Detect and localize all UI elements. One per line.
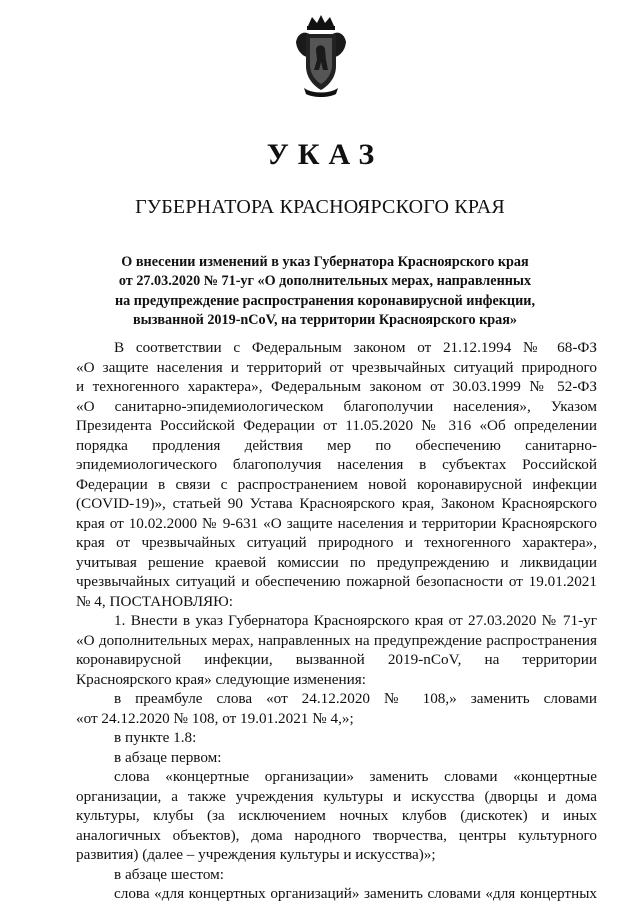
heading-line: от 27.03.2020 № 71-уг «О дополнительных мерах, направленных [118,273,532,290]
body-line: чрезвычайных ситуаций и обеспечению пожарной безопасности от 19.01.2021 [76,573,597,590]
body-line: слова «концертные организации» заменить словами «концертные [114,768,597,785]
body-line: Красноярского края» следующие изменения: [76,670,366,688]
body-line: «О дополнительных мерах, направленных на предупреждение распространения [76,631,597,649]
body-line: «О санитарно-эпидемиологическом благополучии населения», Указом [76,397,597,415]
body-line: эпидемиологического благополучия населения в субъектах Российской [76,456,597,473]
document-title: УКАЗ [266,138,384,171]
body-line: края от 10.02.2000 № 9-631 «О защите населения и территории Красноярского [76,514,597,532]
body-line: «О защите населения и территорий от чрезвычайных ситуаций природного [76,358,597,376]
decree-body [76,338,597,904]
body-line: № 4, ПОСТАНОВЛЯЮ: [76,592,233,610]
body-line: 1. Внести в указ Губернатора Красноярского края от 27.03.2020 № 71-уг [114,612,597,629]
body-line: коронавирусной инфекции, вызванной 2019-nCoV, на территории [76,651,597,668]
body-line: культуры, клубы (за исключением ночных клубов (дискотек) и иных [76,807,597,824]
body-line: организации, а также учреждения культуры и искусства (дворцы и дома [76,787,597,805]
body-line: в пункте 1.8: [114,729,197,746]
heading-line: О внесении изменений в указ Губернатора Красноярского края [121,254,529,270]
coat-of-arms-emblem [292,14,350,98]
body-line: порядка продления действия мер по обеспечению санитарно- [76,436,597,454]
document-subtitle: ГУБЕРНАТОРА КРАСНОЯРСКОГО КРАЯ [135,196,505,218]
body-line: (COVID-19)», статьей 90 Устава Красноярского края, Законом Красноярского [76,495,597,512]
body-line: развития) (далее – учреждения культуры и искусства)»; [76,846,436,863]
body-line: Федерации в связи с распространением новой коронавирусной инфекции [76,475,597,493]
body-line: в преамбуле слова «от 24.12.2020 № 108,» заменить словами [114,690,597,707]
body-line: и техногенного характера», Федеральным законом от 30.03.1999 № 52-ФЗ [76,378,597,395]
body-line: края от чрезвычайных ситуаций природного и техногенного характера», [76,534,597,551]
body-line: в абзаце первом: [114,748,222,766]
body-line: слова «для концертных организаций» заменить словами «для концертных [114,885,597,902]
body-line: Президента Российской Федерации от 11.05.2020 № 316 «Об определении [76,417,597,434]
body-line: в абзаце шестом: [114,865,224,883]
body-line: «от 24.12.2020 № 108, от 19.01.2021 № 4,»; [76,709,354,727]
body-line: аналогичных объектов), дома народного творчества, центры культурного [76,826,597,844]
heading-line: вызванной 2019-nCoV, на территории Красноярского края» [132,312,518,329]
body-line: В соответствии с Федеральным законом от 21.12.1994 № 68-ФЗ [114,339,597,356]
heading-line: на предупреждение распространения коронавирусной инфекции, [114,292,535,309]
body-line: учитывая решение краевой комиссии по предупреждению и ликвидации [76,553,597,571]
decree-heading [100,253,550,331]
